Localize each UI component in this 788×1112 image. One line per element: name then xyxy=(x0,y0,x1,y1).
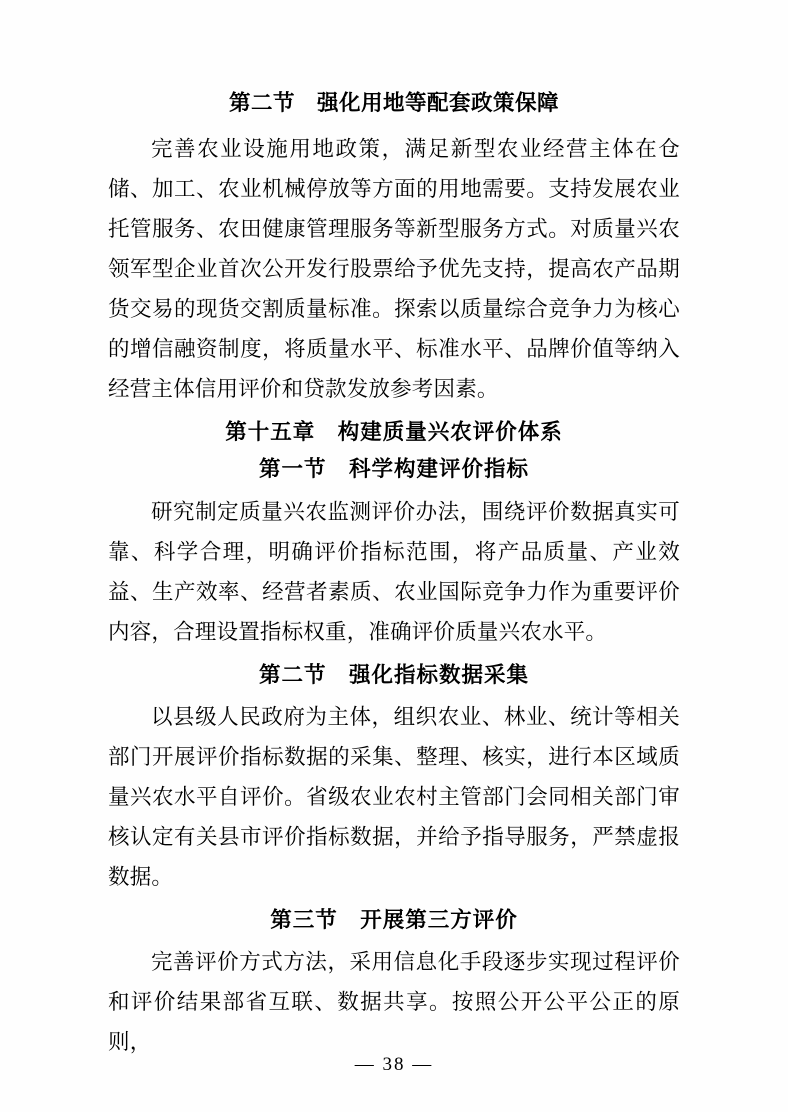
page-number-footer: — 38 — xyxy=(354,1054,434,1075)
chapter-heading-evaluation-system: 第十五章 构建质量兴农评价体系 xyxy=(225,420,563,445)
section-heading-strengthen-land-policy: 第二节 强化用地等配套政策保障 xyxy=(228,91,559,115)
paragraph-data-collection: 以县级人民政府为主体，组织农业、林业、统计等相关部门开展评价指标数据的采集、整理、核实，进行本区域质量兴农水平自评价。省级农业农村主管部门会同相关部门审核认定有关县市评价指标数据，并给予指导服务，严禁虚报数据。 xyxy=(108,704,680,889)
paragraph-indicators: 研究制定质量兴农监测评价办法，围绕评价数据真实可靠、科学合理，明确评价指标范围，将产品质量、产业效益、生产效率、经营者素质、农业国际竞争力作为重要评价内容，合理设置指标权重，准确评价质量兴农水平。 xyxy=(108,499,680,644)
section-heading-third-party-evaluation: 第三节 开展第三方评价 xyxy=(270,907,518,932)
paragraph-land-policy: 完善农业设施用地政策，满足新型农业经营主体在仓储、加工、农业机械停放等方面的用地需要。支持发展农业托管服务、农田健康管理服务等新型服务方式。对质量兴农领军型企业首次公开发行股票给予优先支持，提高农产品期货交易的现货交割质量标准。探索以质量综合竞争力为核心的增信融资制度，将质量水平、标准水平、品牌价值等纳入经营主体信用评价和贷款发放参考因素。 xyxy=(108,137,680,402)
section-heading-data-collection: 第二节 强化指标数据采集 xyxy=(258,662,529,687)
paragraph-third-party-evaluation: 完善评价方式方法，采用信息化手段逐步实现过程评价和评价结果部省互联、数据共享。按照公开公平公正的原则， xyxy=(108,949,680,1054)
page-content xyxy=(108,88,680,1064)
section-heading-scientific-indicators: 第一节 科学构建评价指标 xyxy=(258,457,529,482)
